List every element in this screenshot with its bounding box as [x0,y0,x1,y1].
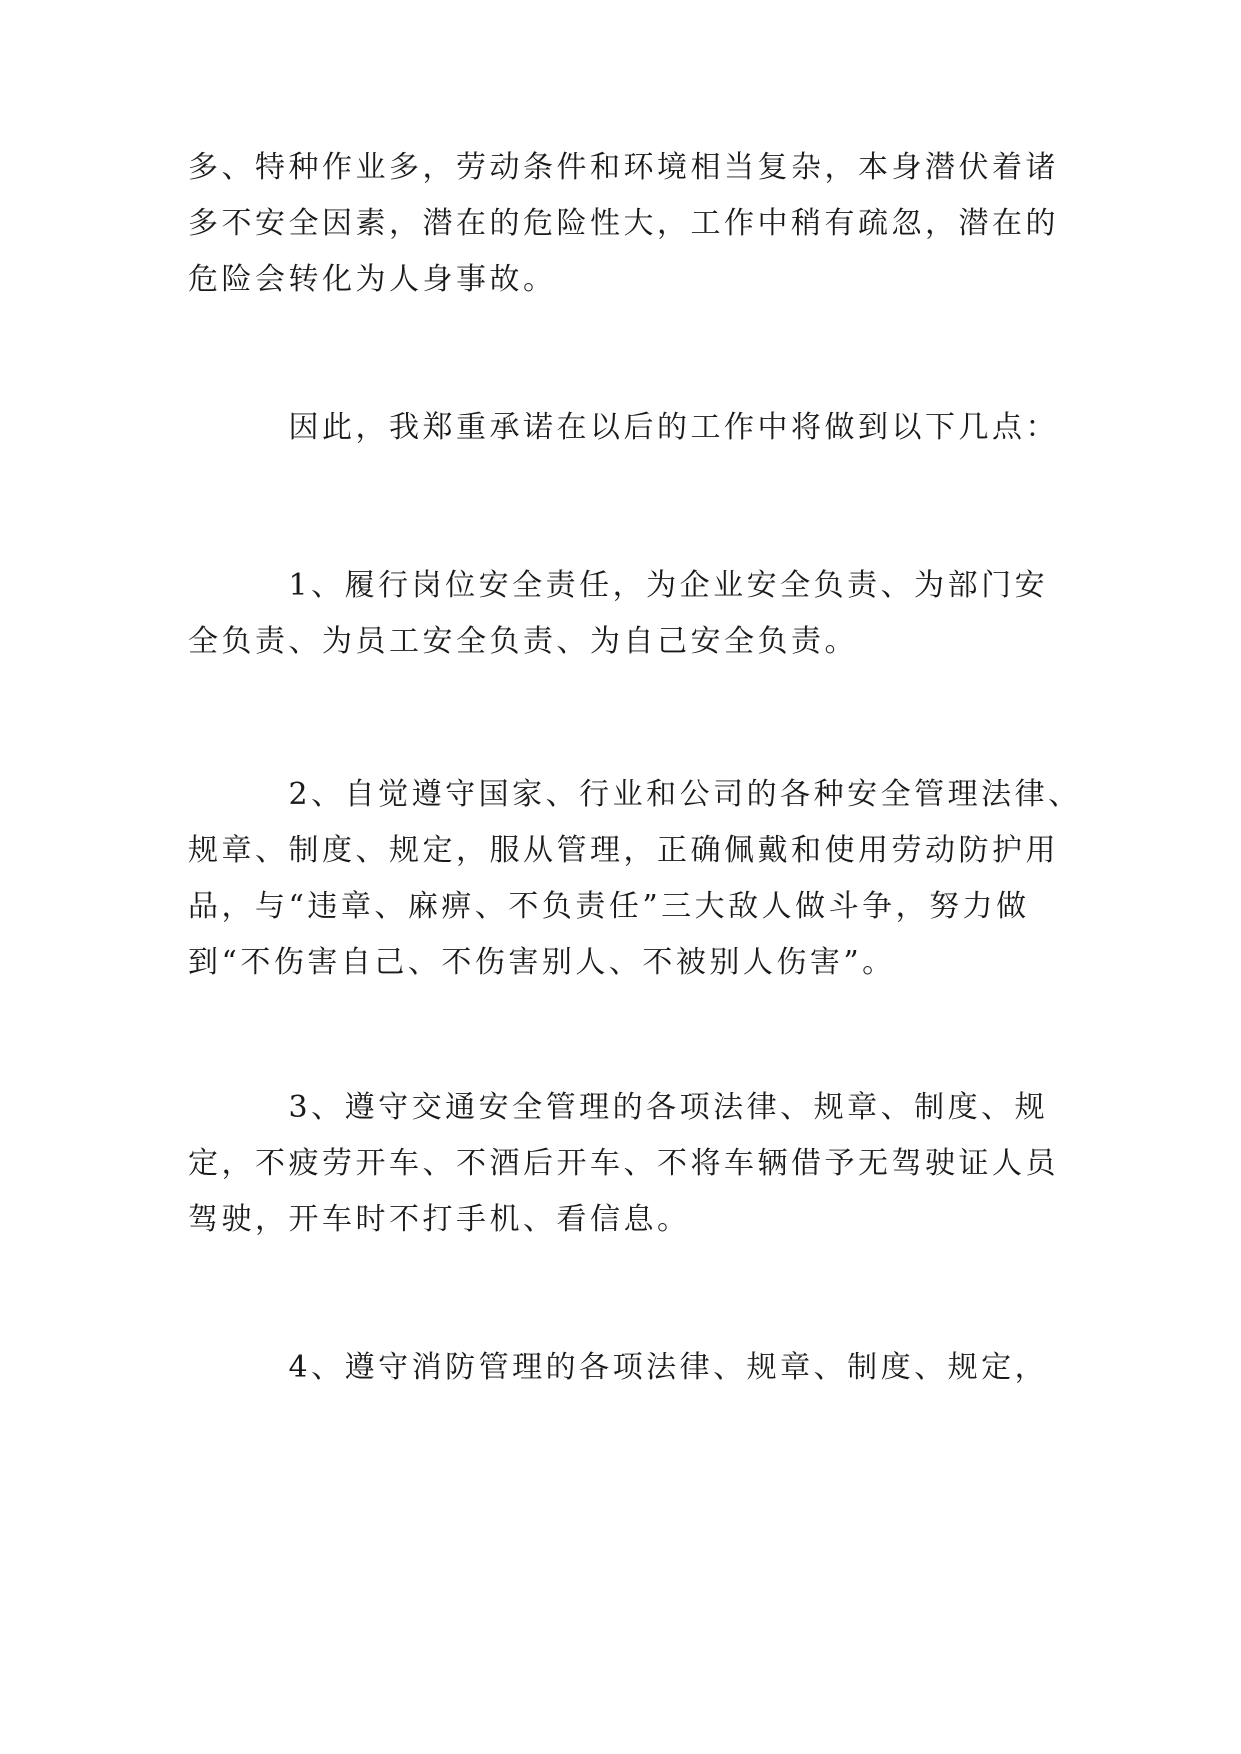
paragraph-commitment-intro [188,400,1058,456]
paragraph-item-1 [188,558,1058,670]
paragraph-line: 定，不疲劳开车、不酒后开车、不将车辆借予无驾驶证人员 [188,1146,1059,1181]
paragraph-line: 到“不伤害自己、不伤害别人、不被别人伤害”。 [188,945,896,980]
paragraph-line: 危险会转化为人身事故。 [188,262,557,297]
paragraph-item-4 [188,1340,1058,1396]
paragraph-line: 品，与“违章、麻痹、不负责任”三大敌人做斗争，努力做 [188,889,1030,924]
paragraph-line: 因此，我郑重承诺在以后的工作中将做到以下几点： [188,410,1059,445]
paragraph-line: 3、遵守交通安全管理的各项法律、规章、制度、规 [188,1090,1049,1125]
paragraph-intro [188,140,1058,308]
paragraph-item-2 [188,767,1082,991]
paragraph-item-3 [188,1080,1058,1248]
paragraph-line: 驾驶，开车时不打手机、看信息。 [188,1202,691,1237]
paragraph-line: 4、遵守消防管理的各项法律、规章、制度、规定， [188,1350,1049,1385]
paragraph-line: 2、自觉遵守国家、行业和公司的各种安全管理法律、 [188,777,1082,812]
paragraph-line: 1、履行岗位安全责任，为企业安全负责、为部门安 [188,568,1049,603]
paragraph-line: 规章、制度、规定，服从管理，正确佩戴和使用劳动防护用 [188,833,1059,868]
paragraph-line: 全负责、为员工安全负责、为自己安全负责。 [188,624,858,659]
paragraph-line: 多不安全因素，潜在的危险性大，工作中稍有疏忽，潜在的 [188,206,1059,241]
paragraph-line: 多、特种作业多，劳动条件和环境相当复杂，本身潜伏着诸 [188,150,1059,185]
